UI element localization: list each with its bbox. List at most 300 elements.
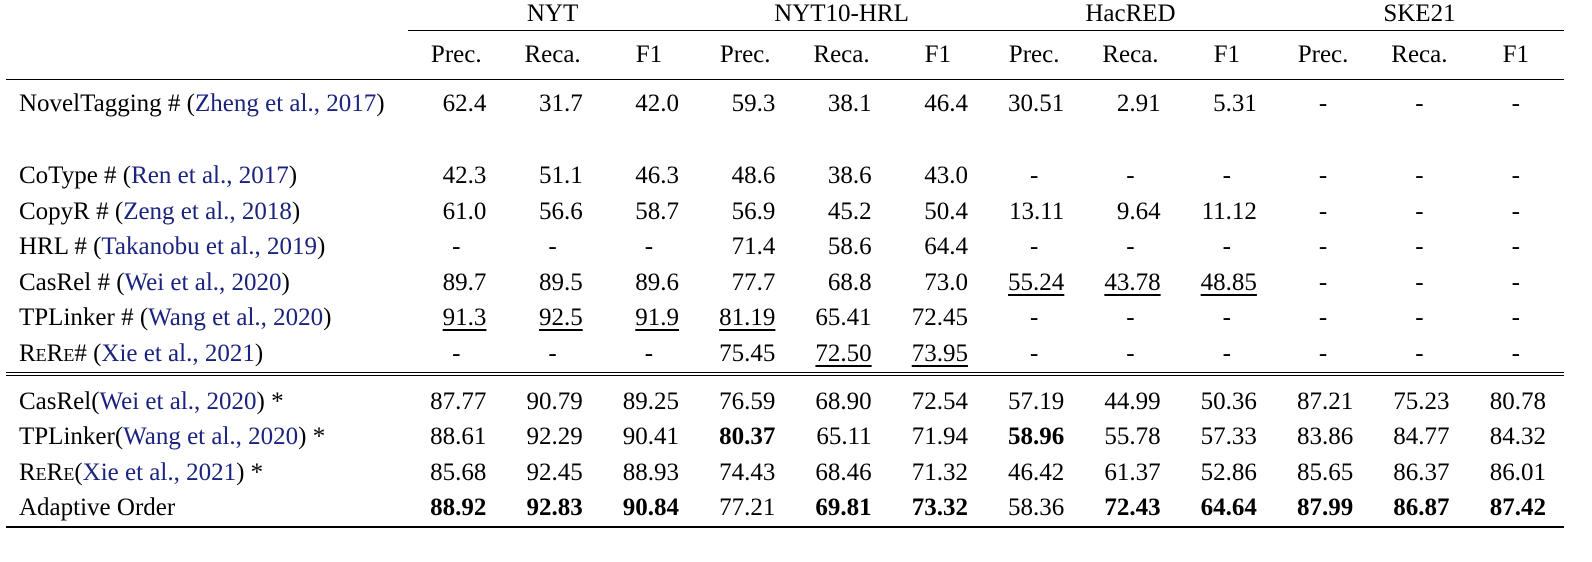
cell-value: 68.90 (815, 387, 872, 415)
value-cell (1468, 374, 1564, 420)
value-cell (986, 194, 1082, 230)
cell-value: 46.3 (635, 162, 680, 189)
column-header: Reca. (1371, 31, 1467, 80)
value-cell (986, 374, 1082, 420)
value-cell (793, 300, 889, 336)
value-cell (697, 336, 793, 374)
cell-value: - (1415, 90, 1424, 117)
cell-value: 42.0 (635, 90, 680, 117)
value-cell (504, 455, 600, 491)
cell-value: - (1511, 339, 1520, 367)
cell-value: - (1318, 268, 1328, 296)
value-cell (697, 300, 793, 336)
cell-value: - (1318, 339, 1328, 367)
cell-value: - (1318, 162, 1328, 189)
cell-value: 81.19 (719, 304, 776, 332)
column-header: Reca. (793, 31, 889, 80)
value-cell (1275, 194, 1371, 230)
cell-value: 80.37 (719, 423, 776, 451)
value-cell (408, 158, 504, 194)
cell-value: - (1126, 339, 1135, 367)
value-cell (890, 265, 986, 301)
cell-value: 72.43 (1104, 494, 1161, 522)
column-header: Reca. (504, 31, 600, 80)
value-cell (1179, 229, 1275, 265)
value-cell (504, 229, 600, 265)
table-row (6, 80, 1564, 159)
value-cell (408, 455, 504, 491)
cell-value: 57.33 (1200, 423, 1257, 451)
value-cell (1468, 300, 1564, 336)
value-cell (408, 374, 504, 420)
results-table (6, 0, 1564, 528)
cell-value: 89.25 (622, 387, 680, 415)
cell-value: 30.51 (1008, 90, 1065, 117)
method-suffix: ) * (298, 423, 326, 451)
citation-link[interactable]: Wang et al., 2020 (123, 423, 299, 451)
cell-value: - (1511, 233, 1520, 261)
cell-value: 73.0 (924, 268, 968, 296)
cell-value: 55.24 (1008, 268, 1065, 296)
cell-value: 58.7 (635, 197, 680, 225)
citation-link[interactable]: Wang et al., 2020 (148, 304, 324, 332)
cell-value: 61.0 (442, 197, 487, 225)
method-cell (6, 265, 408, 301)
value-cell (1179, 158, 1275, 194)
value-cell (1275, 229, 1371, 265)
value-cell (793, 229, 889, 265)
value-cell (408, 490, 504, 527)
value-cell (1468, 336, 1564, 374)
cell-value: - (1029, 162, 1039, 189)
value-cell (601, 336, 697, 374)
value-cell (1082, 300, 1178, 336)
method-suffix: ) (323, 304, 332, 332)
cell-value: 57.19 (1008, 387, 1065, 415)
cell-value: 56.9 (731, 197, 776, 225)
value-cell (793, 490, 889, 527)
cell-value: 68.8 (827, 268, 872, 296)
value-cell (408, 300, 504, 336)
cell-value: 58.36 (1008, 494, 1065, 522)
cell-value: 74.43 (719, 458, 776, 486)
value-cell (504, 194, 600, 230)
value-cell (1468, 490, 1564, 527)
cell-value: - (1029, 339, 1039, 367)
method-name: HRL # ( (19, 233, 102, 261)
value-cell (1371, 300, 1467, 336)
cell-value: 51.1 (538, 162, 583, 189)
cell-value: 85.68 (430, 458, 487, 486)
value-cell (1275, 158, 1371, 194)
column-header: F1 (1468, 31, 1564, 80)
value-cell (697, 490, 793, 527)
value-cell (1082, 158, 1178, 194)
value-cell (1179, 194, 1275, 230)
column-header: F1 (1179, 31, 1275, 80)
cell-value: - (1126, 162, 1135, 189)
group-header-nyt10-hrl: NYT10-HRL (697, 0, 986, 31)
value-cell (986, 265, 1082, 301)
table-row (6, 336, 1564, 374)
value-cell (1468, 419, 1564, 455)
method-name: ReRe( (19, 458, 83, 486)
cell-value: 73.95 (911, 339, 968, 367)
citation-link[interactable]: Xie et al., 2021 (101, 339, 255, 367)
value-cell (1275, 455, 1371, 491)
cell-value: 87.21 (1296, 387, 1354, 415)
table-row (6, 455, 1564, 491)
value-cell (504, 80, 600, 159)
value-cell (890, 455, 986, 491)
cell-value: - (1415, 197, 1424, 225)
cell-value: 89.5 (538, 268, 583, 296)
value-cell (504, 158, 600, 194)
value-cell (793, 194, 889, 230)
method-suffix: ) * (236, 458, 264, 486)
cell-value: - (548, 233, 557, 261)
cell-value: - (1415, 233, 1424, 261)
citation-link[interactable]: Ren et al., 2017 (131, 162, 289, 189)
value-cell (697, 455, 793, 491)
value-cell (793, 455, 889, 491)
method-name: ReRe# ( (19, 339, 102, 367)
cell-value: 89.7 (442, 268, 487, 296)
cell-value: - (1511, 90, 1520, 117)
table-body-ours (6, 374, 1564, 527)
value-cell (986, 455, 1082, 491)
value-cell (890, 194, 986, 230)
value-cell (697, 229, 793, 265)
cell-value: 83.86 (1296, 423, 1354, 451)
value-cell (986, 300, 1082, 336)
method-suffix: ) (254, 339, 264, 367)
value-cell (1082, 455, 1178, 491)
cell-value: 91.9 (635, 304, 680, 332)
cell-value: - (1126, 233, 1135, 261)
value-cell (1082, 265, 1178, 301)
value-cell (1371, 265, 1467, 301)
value-cell (890, 80, 986, 159)
value-cell (697, 419, 793, 455)
value-cell (1275, 265, 1371, 301)
method-cell (6, 80, 408, 159)
cell-value: 43.78 (1104, 268, 1161, 296)
value-cell (986, 419, 1082, 455)
method-cell (6, 336, 408, 374)
value-cell (408, 336, 504, 374)
cell-value: 43.0 (924, 162, 968, 189)
value-cell (986, 490, 1082, 527)
cell-value: - (1318, 304, 1328, 332)
cell-value: - (1415, 339, 1424, 367)
cell-value: 64.64 (1200, 494, 1257, 522)
value-cell (1179, 455, 1275, 491)
empty-corner (6, 0, 408, 31)
value-cell (1275, 490, 1371, 527)
cell-value: - (644, 339, 654, 367)
value-cell (890, 336, 986, 374)
cell-value: - (1318, 197, 1328, 225)
cell-value: 80.78 (1489, 387, 1546, 415)
cell-value: 56.6 (538, 197, 583, 225)
cell-value: 64.4 (924, 233, 968, 261)
value-cell (1371, 194, 1467, 230)
cell-value: 31.7 (538, 90, 583, 117)
method-cell (6, 229, 408, 265)
cell-value: 72.50 (815, 339, 872, 367)
cell-value: 71.94 (911, 423, 968, 451)
cell-value: 52.86 (1200, 458, 1257, 486)
method-cell (6, 490, 408, 527)
citation-link[interactable]: Wei et al., 2020 (124, 268, 282, 296)
cell-value: 46.4 (924, 90, 968, 117)
cell-value: 89.6 (635, 268, 680, 296)
value-cell (408, 265, 504, 301)
column-header: Prec. (986, 31, 1082, 80)
value-cell (1371, 419, 1467, 455)
cell-value: 86.01 (1489, 458, 1546, 486)
value-cell (601, 229, 697, 265)
cell-value: - (1511, 162, 1520, 189)
cell-value: 45.2 (827, 197, 872, 225)
sub-header-row (6, 31, 1564, 80)
table-row (6, 374, 1564, 420)
value-cell (1082, 336, 1178, 374)
value-cell (1275, 374, 1371, 420)
cell-value: 75.23 (1393, 387, 1450, 415)
value-cell (1082, 229, 1178, 265)
column-header: Prec. (697, 31, 793, 80)
value-cell (793, 158, 889, 194)
value-cell (504, 419, 600, 455)
value-cell (1179, 265, 1275, 301)
method-name: CoType # ( (19, 162, 132, 189)
cell-value: 90.79 (526, 387, 583, 415)
value-cell (793, 374, 889, 420)
value-cell (890, 419, 986, 455)
cell-value: 87.99 (1296, 494, 1354, 522)
cell-value: 85.65 (1296, 458, 1354, 486)
group-header-hacred: HacRED (986, 0, 1275, 31)
citation-link[interactable]: Zeng et al., 2018 (123, 197, 292, 225)
value-cell (697, 158, 793, 194)
cell-value: 50.36 (1200, 387, 1257, 415)
cell-value: 86.37 (1393, 458, 1450, 486)
cell-value: - (1029, 304, 1039, 332)
table-row (6, 490, 1564, 527)
value-cell (1371, 336, 1467, 374)
cell-value: 71.32 (911, 458, 968, 486)
cell-value: 87.77 (430, 387, 487, 415)
table-row (6, 158, 1564, 194)
value-cell (890, 374, 986, 420)
value-cell (793, 336, 889, 374)
value-cell (1179, 300, 1275, 336)
value-cell (986, 336, 1082, 374)
cell-value: - (1318, 90, 1328, 117)
value-cell (1468, 265, 1564, 301)
cell-value: 72.45 (911, 304, 968, 332)
table-row (6, 194, 1564, 230)
method-name: NovelTagging # ( (19, 90, 195, 117)
cell-value: 71.4 (731, 233, 776, 261)
cell-value: - (644, 233, 654, 261)
method-name: TPLinker # ( (19, 304, 149, 332)
cell-value: 59.3 (731, 90, 776, 117)
cell-value: 5.31 (1213, 90, 1257, 117)
value-cell (1179, 80, 1275, 159)
column-header: F1 (890, 31, 986, 80)
value-cell (1179, 419, 1275, 455)
value-cell (601, 300, 697, 336)
column-header: Prec. (1275, 31, 1371, 80)
cell-value: 75.45 (719, 339, 776, 367)
cell-value: - (1222, 304, 1231, 332)
cell-value: 91.3 (442, 304, 487, 332)
column-header: Prec. (408, 31, 504, 80)
cell-value: 50.4 (924, 197, 968, 225)
value-cell (1275, 80, 1371, 159)
group-header-ske21: SKE21 (1275, 0, 1564, 31)
cell-value: 76.59 (719, 387, 776, 415)
cell-value: 9.64 (1116, 197, 1161, 225)
cell-value: - (1511, 268, 1520, 296)
method-suffix: ) (288, 162, 298, 189)
value-cell (408, 229, 504, 265)
cell-value: 73.32 (911, 494, 968, 522)
value-cell (408, 194, 504, 230)
value-cell (601, 265, 697, 301)
method-name: CasRel( (19, 387, 100, 415)
value-cell (1371, 455, 1467, 491)
method-suffix: ) * (256, 387, 284, 415)
value-cell (601, 194, 697, 230)
cell-value: 77.21 (719, 494, 776, 522)
value-cell (504, 265, 600, 301)
cell-value: 62.4 (442, 90, 487, 117)
method-cell (6, 158, 408, 194)
value-cell (1275, 336, 1371, 374)
value-cell (1371, 158, 1467, 194)
cell-value: 84.32 (1489, 423, 1546, 451)
value-cell (601, 490, 697, 527)
value-cell (504, 336, 600, 374)
method-name: CopyR # ( (19, 197, 124, 225)
table-row (6, 419, 1564, 455)
cell-value: 88.93 (622, 458, 680, 486)
value-cell (601, 80, 697, 159)
cell-value: 58.96 (1008, 423, 1065, 451)
value-cell (890, 158, 986, 194)
value-cell (1082, 374, 1178, 420)
value-cell (890, 300, 986, 336)
value-cell (1371, 490, 1467, 527)
cell-value: 92.29 (526, 423, 583, 451)
cell-value: 44.99 (1104, 387, 1161, 415)
value-cell (601, 374, 697, 420)
cell-value: - (1029, 233, 1039, 261)
value-cell (408, 80, 504, 159)
cell-value: 13.11 (1008, 197, 1065, 225)
value-cell (793, 80, 889, 159)
value-cell (1082, 419, 1178, 455)
cell-value: - (1222, 162, 1231, 189)
cell-value: 65.41 (815, 304, 872, 332)
cell-value: - (1126, 304, 1135, 332)
value-cell (601, 419, 697, 455)
cell-value: - (452, 339, 461, 367)
cell-value: 38.1 (827, 90, 872, 117)
value-cell (1275, 300, 1371, 336)
empty-corner-sub (6, 31, 408, 80)
cell-value: - (1318, 233, 1328, 261)
table-row (6, 265, 1564, 301)
cell-value: 38.6 (827, 162, 872, 189)
value-cell (1179, 374, 1275, 420)
method-suffix: ) (291, 197, 301, 225)
value-cell (1468, 158, 1564, 194)
value-cell (1179, 490, 1275, 527)
value-cell (408, 419, 504, 455)
value-cell (1371, 374, 1467, 420)
citation-link[interactable]: Wei et al., 2020 (99, 387, 257, 415)
cell-value: 88.61 (430, 423, 487, 451)
method-name: Adaptive Order (19, 494, 176, 522)
value-cell (1082, 80, 1178, 159)
value-cell (986, 229, 1082, 265)
cell-value: 90.41 (622, 423, 680, 451)
cell-value: 92.45 (526, 458, 583, 486)
cell-value: 61.37 (1104, 458, 1161, 486)
value-cell (504, 374, 600, 420)
method-name: CasRel # ( (19, 268, 125, 296)
cell-value: - (1415, 304, 1424, 332)
method-suffix: ) (376, 90, 385, 117)
cell-value: 65.11 (816, 423, 872, 451)
cell-value: 77.7 (731, 268, 776, 296)
value-cell (697, 374, 793, 420)
citation-link[interactable]: Zheng et al., 2017 (195, 90, 377, 117)
table-row (6, 300, 1564, 336)
method-suffix: ) (316, 233, 326, 261)
citation-link[interactable]: Takanobu et al., 2019 (101, 233, 317, 261)
cell-value: 87.42 (1489, 494, 1546, 522)
value-cell (793, 265, 889, 301)
cell-value: - (548, 339, 557, 367)
cell-value: 86.87 (1393, 494, 1450, 522)
cell-value: 48.6 (731, 162, 776, 189)
cell-value: 2.91 (1116, 90, 1161, 117)
cell-value: 11.12 (1201, 197, 1257, 225)
value-cell (1371, 80, 1467, 159)
value-cell (601, 455, 697, 491)
table-row (6, 229, 1564, 265)
cell-value: 92.83 (526, 494, 583, 522)
cell-value: - (452, 233, 461, 261)
method-suffix: ) (281, 268, 290, 296)
cell-value: 69.81 (815, 494, 872, 522)
cell-value: - (1511, 197, 1520, 225)
value-cell (1082, 490, 1178, 527)
cell-value: - (1222, 339, 1231, 367)
citation-link[interactable]: Xie et al., 2021 (82, 458, 237, 486)
value-cell (890, 490, 986, 527)
method-cell (6, 419, 408, 455)
value-cell (697, 194, 793, 230)
value-cell (601, 158, 697, 194)
value-cell (986, 158, 1082, 194)
